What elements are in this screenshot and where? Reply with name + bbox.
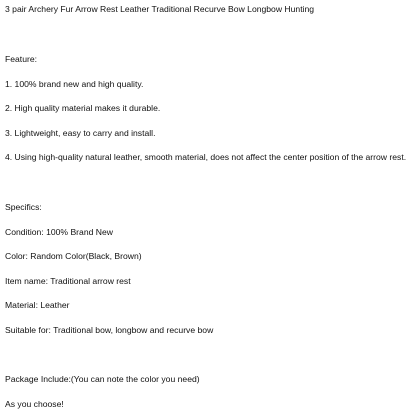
spec-color: Color: Random Color(Black, Brown) [5, 251, 142, 261]
feature-heading: Feature: [5, 54, 38, 64]
package-heading: Package Include:(You can note the color you need) [5, 374, 200, 384]
package-note: As you choose! [5, 399, 64, 409]
feature-item-2: 2. High quality material makes it durable. [5, 103, 161, 113]
product-title: 3 pair Archery Fur Arrow Rest Leather Traditional Recurve Bow Longbow Hunting [5, 4, 315, 14]
spec-condition: Condition: 100% Brand New [5, 227, 113, 237]
feature-item-3: 3. Lightweight, easy to carry and install. [5, 128, 156, 138]
specifics-heading: Specifics: [5, 202, 42, 212]
feature-item-1: 1. 100% brand new and high quality. [5, 79, 144, 89]
feature-item-4: 4. Using high-quality natural leather, smooth material, does not affect the center position of the arrow rest. [5, 152, 407, 162]
spec-suitable-for: Suitable for: Traditional bow, longbow and recurve bow [5, 325, 214, 335]
spec-item-name: Item name: Traditional arrow rest [5, 276, 131, 286]
spec-material: Material: Leather [5, 300, 70, 310]
